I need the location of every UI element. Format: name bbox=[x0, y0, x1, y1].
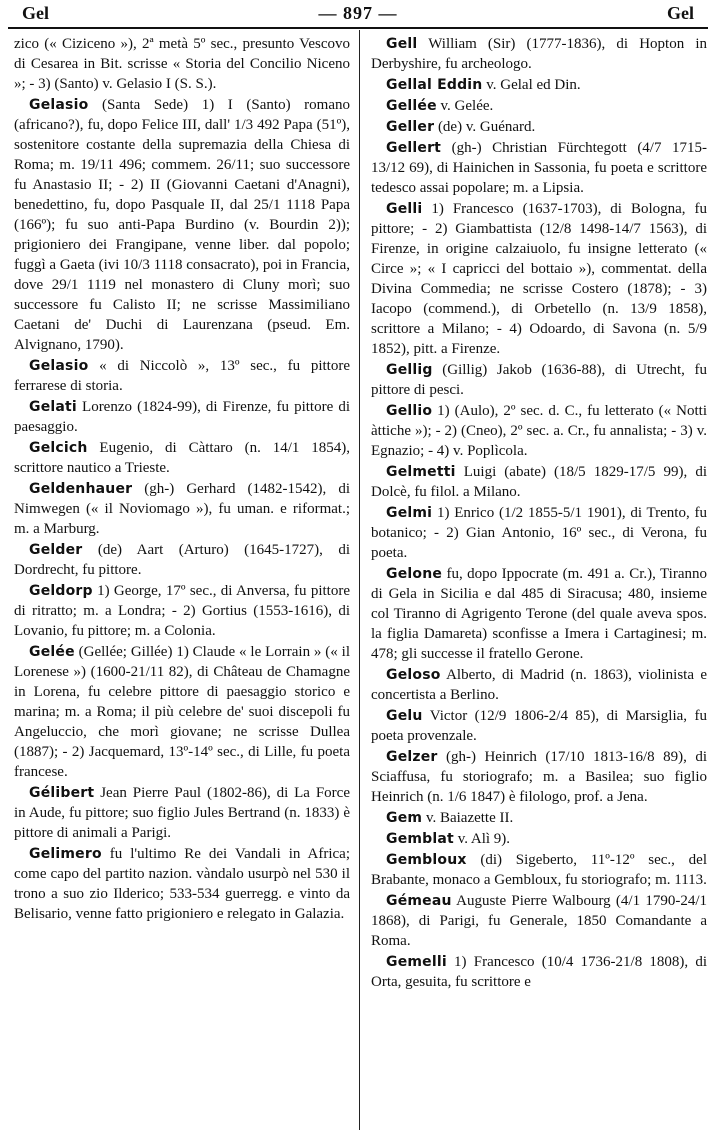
entry-text: (di) Sigeberto, 11º-12º sec., del Brabante, monaco a Gembloux, fu storiografo; m. 1113. bbox=[371, 852, 707, 888]
entry-headword: Gelati bbox=[29, 399, 77, 415]
entry-headword: Gelcich bbox=[29, 440, 88, 456]
right-column bbox=[371, 34, 707, 993]
dictionary-entry bbox=[14, 844, 350, 924]
dictionary-entry bbox=[14, 581, 350, 641]
page-header bbox=[0, 0, 718, 26]
entry-headword: Gellée bbox=[386, 98, 437, 114]
dictionary-entry bbox=[371, 401, 707, 461]
dictionary-entry bbox=[14, 479, 350, 539]
entry-headword: Gelasio bbox=[29, 358, 89, 374]
dictionary-entry bbox=[14, 397, 350, 437]
entry-text: v. Gelal ed Din. bbox=[482, 77, 581, 93]
dictionary-entry bbox=[371, 138, 707, 198]
dictionary-entry bbox=[371, 96, 707, 116]
entry-headword: Gemelli bbox=[386, 954, 447, 970]
dictionary-entry bbox=[14, 783, 350, 843]
dictionary-entry bbox=[371, 829, 707, 849]
dictionary-entry bbox=[371, 850, 707, 890]
entry-headword: Gelone bbox=[386, 566, 443, 582]
entry-text: (Santa Sede) 1) I (Santo) romano (africano?), fu, dopo Felice III, dall' 1/3 492 Papa (51º), sostenitore costante della supremazia della Chiesa di Roma; m. 19/11 496; commem. 26/11; suo successore fu Anastasio II; - 2) II (Giovanni Caetani d'Anagni), benedettino, fu, dopo Pasquale II, dal 25/1 1118 Papa (166º); fu suo anti-Papa Burdino (v. Bourdin 2)); prigioniero dei Frangipane, venne liber. dal popolo; fuggì a Gaeta (ivi 10/3 1118 consacrato), poi in Francia, dove 29/1 1119 nel monastero di Cluny morì; suo successore fu Calisto II; ne scrisse Massimiliano Caetani de' Duchi di Laurenzana (pseud. Em. Alvignano, 1790). bbox=[14, 97, 350, 353]
entry-text: fu, dopo Ippocrate (m. 491 a. Cr.), Tiranno di Gela in Sicilia e dal 485 di Siracusa; 480, insieme col Tiranno di Agrigento Terone (del quale aveva spos. la figlia Damareta) sconfisse a Imera i Cartaginesi; m. 478; gli successe il fratello Gerone. bbox=[371, 566, 707, 662]
entry-text: (de) v. Guénard. bbox=[434, 119, 536, 135]
entry-text: v. Gelée. bbox=[436, 98, 494, 114]
entry-headword: Gelder bbox=[29, 542, 83, 558]
entry-headword: Gémeau bbox=[386, 893, 452, 909]
entry-headword: Geloso bbox=[386, 667, 441, 683]
entry-text: 1) George, 17º sec., di Anversa, fu pittore di ritratto; m. a Londra; - 2) Gortius (1553-1616), di Lovanio, fu pittore; m. a Colonia. bbox=[14, 583, 350, 639]
entry-text: Auguste Pierre Walbourg (4/1 1790-24/1 1868), di Parigi, fu Generale, 1850 Comandante a Roma. bbox=[371, 893, 707, 949]
header-left-keyword: Gel bbox=[22, 2, 49, 23]
dictionary-entry bbox=[371, 891, 707, 951]
entry-text: 1) Enrico (1/2 1855-5/1 1901), di Trento, fu botanico; - 2) Gian Antonio, 16º sec., di Verona, fu poeta. bbox=[371, 505, 707, 561]
dictionary-entry bbox=[371, 34, 707, 74]
entry-headword: Gellal Eddin bbox=[386, 77, 483, 93]
dictionary-entry bbox=[371, 117, 707, 137]
entry-headword: Gelzer bbox=[386, 749, 438, 765]
entry-headword: Gell bbox=[386, 36, 418, 52]
entry-headword: Gelmi bbox=[386, 505, 433, 521]
entry-headword: Gélibert bbox=[29, 785, 95, 801]
dictionary-entry bbox=[14, 356, 350, 396]
entry-text: (gh-) Gerhard (1482-1542), di Nimwegen (« il Noviomago »), fu uman. e riformat.; m. a Marburg. bbox=[14, 481, 350, 537]
entry-headword: Gelée bbox=[29, 644, 75, 660]
dictionary-entry bbox=[371, 564, 707, 664]
dictionary-entry bbox=[14, 438, 350, 478]
entry-text: (Gellée; Gillée) 1) Claude « le Lorrain » (« il Lorenese ») (1600-21/11 82), di Château de Chamagne in Lorena, fu celebre pittore di paesaggio storico e marina; m. a Roma; il più celebre de' suoi discepoli fu Angeluccio, che morì giovane; ne scrisse Dullea (1887); - 2) Jacquemard, 13º-14º sec., di Lille, fu poeta francese. bbox=[14, 644, 350, 780]
entry-text: Alberto, di Madrid (n. 1863), violinista e concertista a Berlino. bbox=[371, 667, 707, 703]
entry-headword: Gemblat bbox=[386, 831, 454, 847]
entry-headword: Gelasio bbox=[29, 97, 89, 113]
entry-headword: Gem bbox=[386, 810, 423, 826]
entry-text: « di Niccolò », 13º sec., fu pittore ferrarese di storia. bbox=[14, 358, 350, 394]
entry-text: v. Baiazette II. bbox=[422, 810, 514, 826]
dictionary-entry bbox=[371, 665, 707, 705]
entry-text: Luigi (abate) (18/5 1829-17/5 99), di Dolcè, fu filol. a Milano. bbox=[371, 464, 707, 500]
entry-text: v. Alì 9). bbox=[453, 831, 511, 847]
dictionary-entry bbox=[371, 199, 707, 359]
dictionary-entry bbox=[371, 808, 707, 828]
dictionary-entry bbox=[371, 360, 707, 400]
left-column bbox=[14, 34, 350, 925]
dictionary-entry bbox=[14, 642, 350, 782]
dictionary-entry bbox=[371, 952, 707, 992]
entry-text: (Gillig) Jakob (1636-88), di Utrecht, fu pittore di pesci. bbox=[371, 362, 707, 398]
entry-headword: Gembloux bbox=[386, 852, 467, 868]
header-rule bbox=[8, 27, 708, 29]
entry-headword: Gelimero bbox=[29, 846, 102, 862]
entry-headword: Gellig bbox=[386, 362, 433, 378]
entry-text: 1) (Aulo), 2º sec. d. C., fu letterato (« Notti àttiche »); - 2) (Cneo), 2º sec. a. Cr., fu annalista; - 3) v. Egnazio; - 4) v. Poplìcola. bbox=[371, 403, 707, 459]
entry-text: Victor (12/9 1806-2/4 85), di Marsiglia, fu poeta provenzale. bbox=[371, 708, 707, 744]
dictionary-entry bbox=[14, 540, 350, 580]
entry-headword: Gelmetti bbox=[386, 464, 456, 480]
dictionary-entry bbox=[14, 34, 350, 94]
entry-text: fu l'ultimo Re dei Vandali in Africa; come capo del partito nazion. vàndalo usurpò nel 530 il trono a suo zio Ilderico; 533-534 guerregg. e vinto da Belisario, venne fatto prigioniero e relegato in Galazia. bbox=[14, 846, 350, 922]
entry-headword: Geller bbox=[386, 119, 435, 135]
column-divider bbox=[359, 30, 360, 1130]
entry-headword: Geldorp bbox=[29, 583, 93, 599]
entry-text: zico (« Ciziceno »), 2ª metà 5º sec., presunto Vescovo di Cesarea in Bit. scrisse « Storia del Concilio Niceno »; - 3) (Santo) v. Gelasio I (S. S.). bbox=[14, 36, 350, 92]
entry-text: (de) Aart (Arturo) (1645-1727), di Dordrecht, fu pittore. bbox=[14, 542, 350, 578]
entry-headword: Gellio bbox=[386, 403, 433, 419]
entry-headword: Gelu bbox=[386, 708, 423, 724]
entry-text: William (Sir) (1777-1836), di Hopton in Derbyshire, fu archeologo. bbox=[371, 36, 707, 72]
dictionary-entry bbox=[371, 75, 707, 95]
dictionary-entry bbox=[371, 503, 707, 563]
page-number: — 897 — bbox=[318, 2, 398, 23]
header-right-keyword: Gel bbox=[667, 2, 694, 23]
dictionary-entry bbox=[371, 747, 707, 807]
dictionary-entry bbox=[371, 706, 707, 746]
entry-text: (gh-) Heinrich (17/10 1813-16/8 89), di Sciaffusa, fu storiografo; m. a Basilea; suo figlio Heinrich (n. 1/6 1847) è filologo, prof. a Jena. bbox=[371, 749, 707, 805]
entry-text: 1) Francesco (1637-1703), di Bologna, fu pittore; - 2) Giambattista (12/8 1498-14/7 1563), di Firenze, in origine calzaiuolo, fu insigne letterato (« Circe »; « I capricci del bottaio »), commentat. della Divina Commedia; ne scrisse Costero (1878); - 3) Iacopo (commend.), di Orbetello (n. 13/9 1858), scrittore a Milano; - 4) Odoardo, di Savona (n. 5/9 1852), pitt. a Firenze. bbox=[371, 201, 707, 357]
entry-text: 1) Francesco (10/4 1736-21/8 1808), di Orta, gesuita, fu scrittore e bbox=[371, 954, 707, 990]
entry-text: Eugenio, di Càttaro (n. 14/1 1854), scrittore nautico a Trieste. bbox=[14, 440, 350, 476]
entry-headword: Gellert bbox=[386, 140, 442, 156]
dictionary-entry bbox=[14, 95, 350, 355]
entry-headword: Geldenhauer bbox=[29, 481, 133, 497]
entry-text: (gh-) Christian Fürchtegott (4/7 1715-13/12 69), di Hainichen in Sassonia, fu poeta e scrittore tedesco assai popolare; m. a Lipsia. bbox=[371, 140, 707, 196]
entry-text: Jean Pierre Paul (1802-86), di La Force in Aude, fu pittore; suo figlio Jules Bertrand (n. 1833) è pittore di animali a Parigi. bbox=[14, 785, 350, 841]
entry-text: Lorenzo (1824-99), di Firenze, fu pittore di paesaggio. bbox=[14, 399, 350, 435]
dictionary-entry bbox=[371, 462, 707, 502]
entry-headword: Gelli bbox=[386, 201, 423, 217]
